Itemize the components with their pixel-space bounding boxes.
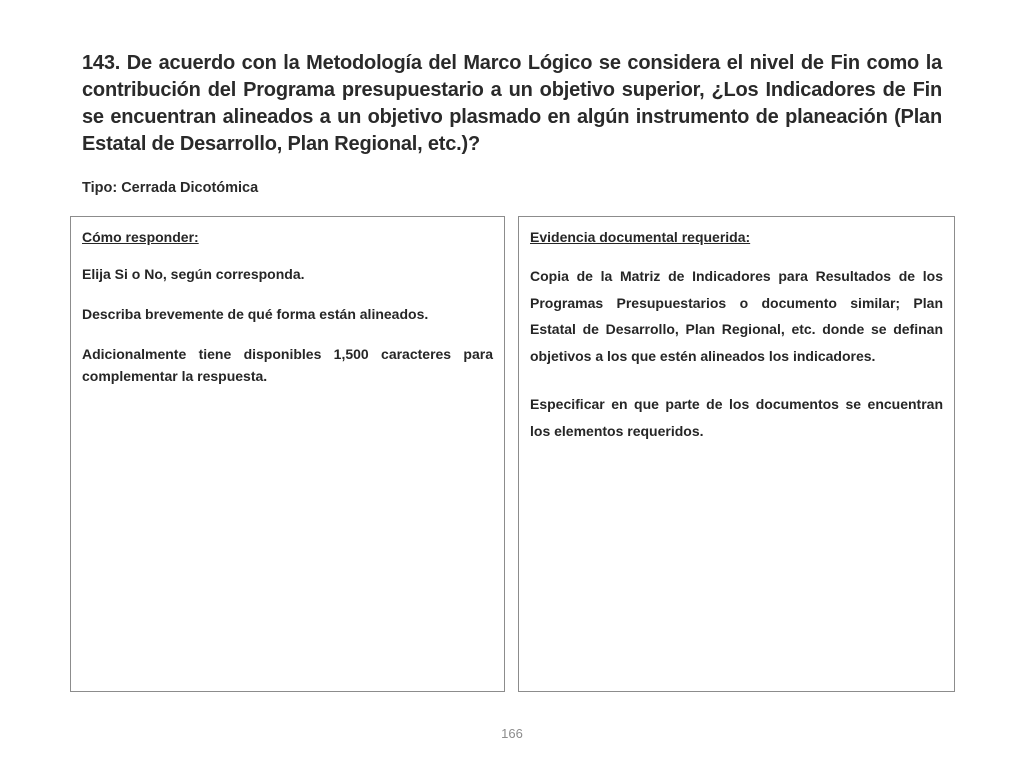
how-to-answer-paragraph: Elija Si o No, según corresponda. [82, 266, 305, 282]
how-to-answer-paragraph: Adicionalmente tiene disponibles 1,500 caracteres para complementar la respuesta. [82, 346, 493, 384]
evidence-box [518, 216, 955, 692]
evidence-paragraph: Especificar en que parte de los documentos se encuentran los elementos requeridos. [530, 396, 943, 439]
question-text: 143. De acuerdo con la Metodología del Marco Lógico se considera el nivel de Fin como la contribución del Programa presupuestario a un objetivo superior, ¿Los Indicadores de Fin se encuentran alineados a un objetivo plasmado en algún instrumento de planeación (Plan Estatal de Desarrollo, Plan Regional, etc.)? [82, 52, 942, 155]
evidence-title: Evidencia documental requerida: [530, 229, 751, 245]
how-to-answer-paragraph: Describa brevemente de qué forma están alineados. [82, 306, 429, 322]
how-to-answer-title: Cómo responder: [82, 229, 199, 245]
question-type: Tipo: Cerrada Dicotómica [82, 180, 259, 196]
how-to-answer-box [70, 216, 505, 692]
page-number: 166 [501, 726, 523, 741]
evidence-paragraph: Copia de la Matriz de Indicadores para Resultados de los Programas Presupuestarios o documento similar; Plan Estatal de Desarrollo, Plan Regional, etc. donde se definan objetivos a los que estén alineados los indicadores. [530, 268, 943, 364]
